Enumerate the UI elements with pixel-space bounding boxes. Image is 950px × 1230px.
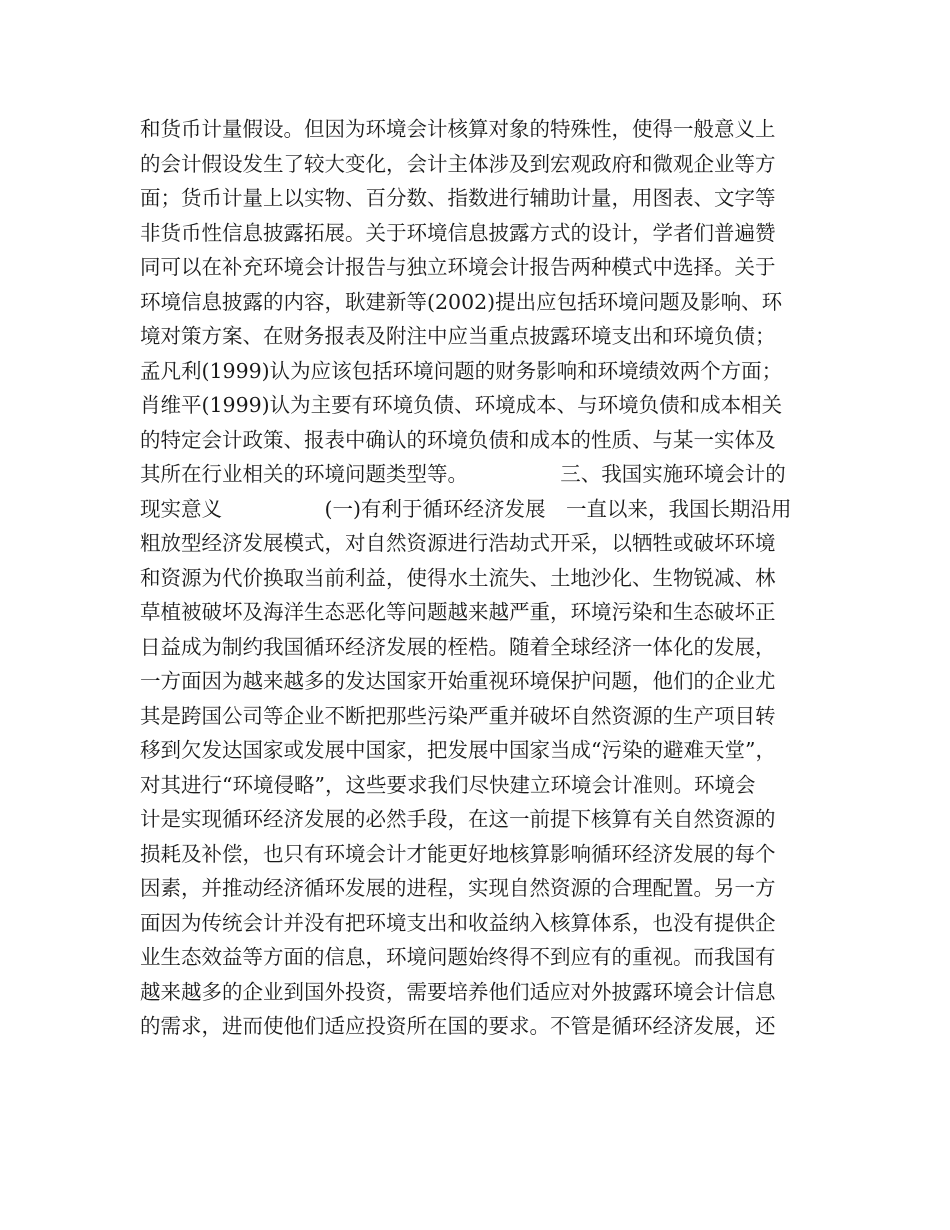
text-line: 同可以在补充环境会计报告与独立环境会计报告两种模式中选择。关于 bbox=[140, 255, 776, 279]
text-line: 非货币性信息披露拓展。关于环境信息披露方式的设计，学者们普遍赞 bbox=[140, 220, 776, 245]
text-line: 计是实现循环经济发展的必然手段，在这一前提下核算有关自然资源的 bbox=[140, 807, 776, 831]
text-line: 因素，并推动经济循环发展的进程，实现自然资源的合理配置。另一方 bbox=[140, 876, 776, 900]
body-text bbox=[140, 112, 820, 1044]
text-line: 损耗及补偿，也只有环境会计才能更好地核算影响循环经济发展的每个 bbox=[140, 841, 776, 866]
text-line: 孟凡利(1999)认为应该包括环境问题的财务影响和环境绩效两个方面； bbox=[140, 358, 783, 383]
text-line: 越来越多的企业到国外投资，需要培养他们适应对外披露环境会计信息 bbox=[140, 979, 776, 1004]
text-line: 对其进行“环境侵略”，这些要求我们尽快建立环境会计准则。环境会 bbox=[140, 772, 756, 797]
text-line: 现实意义 (一)有利于循环经济发展 一直以来，我国长期沿用 bbox=[140, 496, 792, 521]
text-line: 日益成为制约我国循环经济发展的桎梏。随着全球经济一体化的发展， bbox=[140, 634, 776, 659]
text-line: 业生态效益等方面的信息，环境问题始终得不到应有的重视。而我国有 bbox=[140, 945, 776, 969]
text-line: 的会计假设发生了较大变化，会计主体涉及到宏观政府和微观企业等方 bbox=[140, 151, 776, 176]
text-line: 其是跨国公司等企业不断把那些污染严重并破坏自然资源的生产项目转 bbox=[140, 703, 776, 728]
text-line: 和货币计量假设。但因为环境会计核算对象的特殊性，使得一般意义上 bbox=[140, 117, 776, 141]
text-line: 移到欠发达国家或发展中国家，把发展中国家当成“污染的避难天堂”， bbox=[140, 738, 776, 762]
text-line: 草植被破坏及海洋生态恶化等问题越来越严重，环境污染和生态破坏正 bbox=[140, 600, 776, 624]
text-line: 其所在行业相关的环境问题类型等。 三、我国实施环境会计的 bbox=[140, 462, 786, 486]
text-line: 面；货币计量上以实物、百分数、指数进行辅助计量，用图表、文字等 bbox=[140, 186, 776, 210]
text-line: 一方面因为越来越多的发达国家开始重视环境保护问题，他们的企业尤 bbox=[140, 669, 776, 693]
text-line: 和资源为代价换取当前利益，使得水土流失、土地沙化、生物锐减、林 bbox=[140, 565, 776, 590]
text-line: 肖维平(1999)认为主要有环境负债、环境成本、与环境负债和成本相关 bbox=[140, 393, 783, 417]
text-line: 粗放型经济发展模式，对自然资源进行浩劫式开采，以牺牲或破坏环境 bbox=[140, 531, 776, 555]
text-line: 的特定会计政策、报表中确认的环境负债和成本的性质、与某一实体及 bbox=[140, 427, 776, 452]
text-line: 面因为传统会计并没有把环境支出和收益纳入核算体系，也没有提供企 bbox=[140, 910, 776, 935]
text-line: 环境信息披露的内容，耿建新等(2002)提出应包括环境问题及影响、环 bbox=[140, 289, 783, 314]
text-line: 境对策方案、在财务报表及附注中应当重点披露环境支出和环境负债； bbox=[140, 324, 776, 348]
text-line: 的需求，进而使他们适应投资所在国的要求。不管是循环经济发展，还 bbox=[140, 1014, 776, 1038]
